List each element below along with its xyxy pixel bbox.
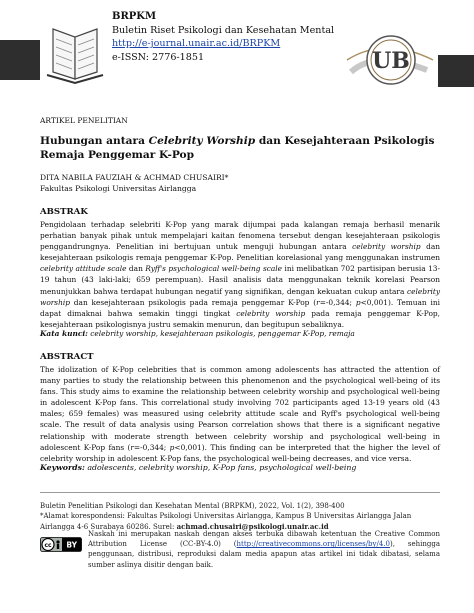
abstract-heading: ABSTRACT (40, 352, 94, 362)
kata-kunci-label: Kata kunci: (40, 329, 88, 338)
text-run: <0,001). Temuan ini dapat dimaknai bahwa semakin tinggi tingkat (40, 297, 440, 318)
license-text-run: ), sehingga penggunaan, distribusi, reproduksi dalam media apapun atas artikel ini tidak dibatasi, selama sumber aslinya disitir dengan baik. (88, 540, 440, 569)
header-left-bar (0, 40, 40, 80)
journal-info (112, 10, 334, 64)
kata-kunci (40, 328, 440, 339)
italic-run: celebrity worship (352, 242, 421, 252)
italic-run: p (169, 442, 175, 452)
citation-block (40, 501, 440, 532)
title-part: Hubungan antara (40, 135, 149, 147)
article-title (40, 134, 440, 162)
abstrak-heading: ABSTRAK (40, 207, 88, 217)
journal-header (0, 0, 474, 98)
text-run: =-0,344; (319, 297, 356, 307)
journal-acronym: BRPKM (112, 11, 157, 22)
author-names: DITA NABILA FAUZIAH & ACHMAD CHUSAIRI* (40, 173, 229, 182)
text-run: dan kesejahteraan psikologis pada remaja penggemar K-Pop ( (69, 297, 317, 307)
open-book-logo-icon (43, 17, 108, 85)
footer-divider (40, 492, 440, 493)
kata-kunci-text: celebrity worship, kesejahteraan psikologis, penggemar K-Pop, remaja (87, 329, 355, 338)
text-run: The idolization of K-Pop celebrities that is common among adolescents has attracted the attention of many parties to study the relationship between this phenomenon and the psychological well-being of its fans. This study aims to examine the relationship between celebrity worship and psychological well-being in adolescent K-Pop fans. This correlational study involving 702 participants aged 13-19 years old (43 males; 659 females) was measured using celebrity attitude scale and Ryff's psychological well-being scale. The result of data analysis using Pearson correlation shows that there is a significant negative relationship with moderate strength between celebrity worship and psychological well-being in adolescent K-Pop fans ( (40, 365, 440, 452)
text-run: <0,001). This finding can be interpreted that the higher the level of celebrity worship in adolescent K-Pop fans, the psychological well-being decreases, and vice versa. (40, 442, 441, 463)
citation-line: Buletin Penelitian Psikologi dan Kesehatan Mental (BRPKM), 2022, Vol. 1(2), 398-400 (40, 502, 345, 510)
article-section-label: ARTIKEL PENELITIAN (40, 116, 128, 125)
text-run: pada remaja penggemar K-Pop, kesejahteraan psikologisnya justru semakin menurun, dan begitupun sebaliknya. (40, 308, 440, 329)
italic-run: Ryff's psychological well-being scale (145, 264, 283, 274)
text-run: ini melibatkan 702 partisipan berusia 13-19 tahun (43 laki-laki; 659 perempuan). Hasil analisis data menggunakan teknik korelasi Pearson menunjukkan bahwa terdapat hubungan negatif yang signifikan, dengan kekuatan cukup antara (40, 264, 440, 296)
svg-text:cc: cc (44, 542, 52, 549)
journal-url-link[interactable]: http://e-journal.unair.ac.id/BRPKM (112, 38, 281, 50)
license-text-run: Naskah ini merupakan naskah dengan akses terbuka dibawah ketentuan the Creative Common Attribution License (CC-BY-4.0) ( (88, 530, 440, 549)
title-part: dan Kesejahteraan Psikologis Remaja Penggemar K-Pop (40, 135, 435, 161)
italic-run: p (355, 297, 361, 307)
author-block (40, 172, 228, 194)
italic-run: r (316, 297, 320, 307)
license-text (88, 529, 440, 570)
journal-name: Buletin Riset Psikologi dan Kesehatan Mental (112, 24, 335, 36)
correspondence-email[interactable]: achmad.chusairi@psikologi.unair.ac.id (176, 521, 329, 531)
logo-text: UB (372, 48, 410, 74)
keywords-text: adolescents, celebrity worship, K-Pop fans, psychological well-being (84, 463, 357, 472)
university-logo-icon (345, 30, 437, 86)
text-run: dan (126, 264, 146, 274)
italic-run: celebrity worship (40, 286, 440, 307)
italic-run: celebrity attitude scale (40, 264, 127, 274)
svg-text:BY: BY (66, 540, 78, 550)
text-run: Pengidolaan terhadap selebriti K-Pop yang marak dijumpai pada kalangan remaja berhasil menarik perhatian banyak pihak untuk mempelajari kaitan fenomena tersebut dengan kesejahteraan psikologis penggandrungnya. Penelitian ini bertujuan untuk menguji hubungan antara (40, 220, 440, 252)
abstract-text (40, 364, 440, 464)
abstrak-text (40, 219, 440, 330)
header-right-bar (438, 55, 474, 87)
license-url-link[interactable]: http://creativecommons.org/licenses/by/4.0 (236, 540, 390, 549)
text-run: =-0,344; (133, 442, 170, 452)
italic-run: r (130, 442, 134, 452)
italic-run: celebrity worship (236, 308, 306, 318)
cc-by-badge-icon (40, 537, 82, 552)
author-affiliation: Fakultas Psikologi Universitas Airlangga (40, 184, 197, 193)
title-italic-part: Celebrity Worship (148, 135, 256, 147)
correspondence-text: *Alamat korespondensi: Fakultas Psikologi Universitas Airlangga, Kampus B Universitas Airlangga Jalan Airlangga 4-6 Surabaya 60286. Surel: (40, 512, 412, 531)
text-run: dan kesejahteraan psikologis remaja penggemar K-Pop. Penelitian korelasional yang menggunakan instrumen (40, 242, 441, 263)
journal-issn: e-ISSN: 2776-1851 (112, 51, 205, 63)
keywords-label: Keywords: (40, 463, 85, 472)
keywords (40, 462, 440, 473)
